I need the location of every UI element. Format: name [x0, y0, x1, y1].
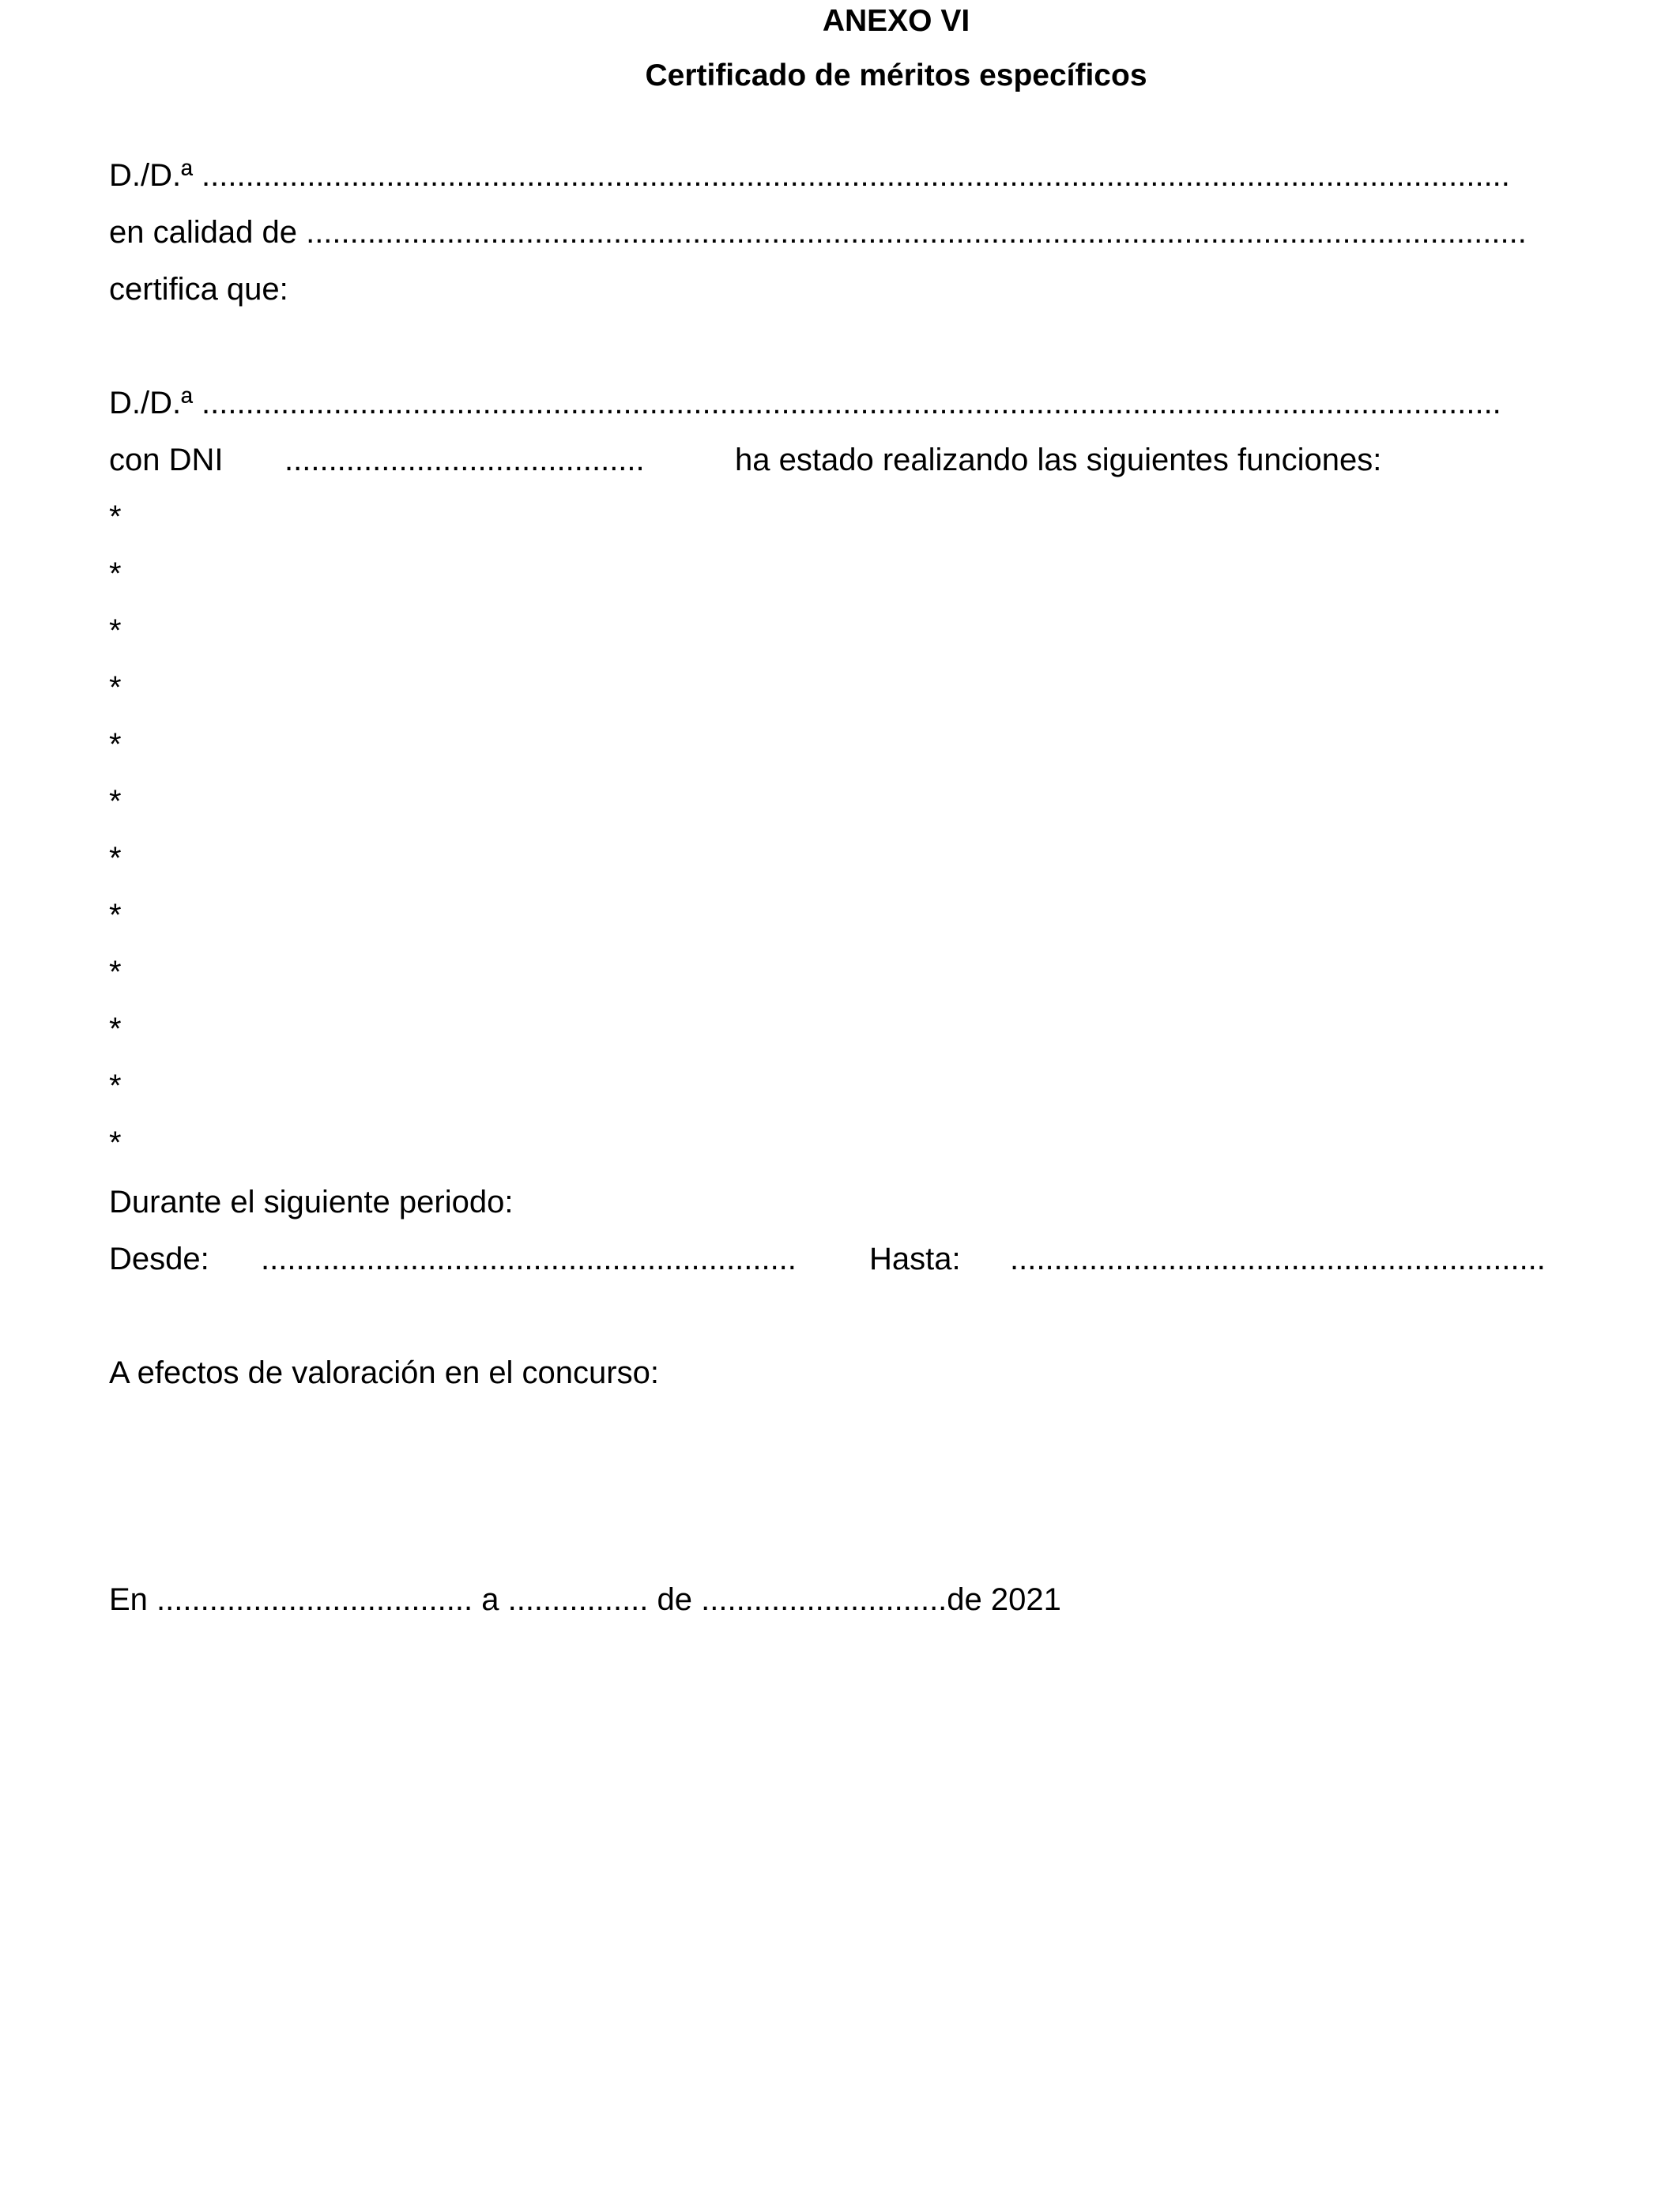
certifier-name-line: D./D.ª .....................................................................................................................................................: [109, 158, 1510, 193]
function-bullet: *: [109, 727, 122, 762]
certifier-capacity-line: en calidad de ...........................................................................................................................................: [109, 215, 1527, 250]
function-bullet: *: [109, 898, 122, 933]
from-dots: .............................................................: [261, 1242, 797, 1276]
to-label: Hasta:: [869, 1242, 961, 1276]
assessment-text: A efectos de valoración en el concurso:: [109, 1355, 659, 1390]
to-dots: .............................................................: [1010, 1242, 1546, 1276]
dni-label: con DNI: [109, 443, 224, 477]
dni-dots: .........................................: [284, 443, 645, 477]
function-bullet: *: [109, 1125, 122, 1160]
function-bullet: *: [109, 841, 122, 876]
subject-name-line: D./D.ª ....................................................................................................................................................: [109, 386, 1501, 420]
function-bullet: *: [109, 1069, 122, 1103]
function-bullet: *: [109, 499, 122, 534]
certifies-label: certifica que:: [109, 272, 288, 307]
function-bullet: *: [109, 556, 122, 591]
place-date-line: En .................................... a ................ de ............................de 2021: [109, 1582, 1061, 1617]
period-heading: Durante el siguiente periodo:: [109, 1185, 514, 1220]
function-bullet: *: [109, 955, 122, 990]
from-label: Desde:: [109, 1242, 209, 1276]
function-bullet: *: [109, 670, 122, 705]
functions-intro: ha estado realizando las siguientes funciones:: [735, 443, 1382, 477]
function-bullet: *: [109, 1012, 122, 1046]
document-title: Certificado de méritos específicos: [645, 58, 1147, 92]
annex-heading: ANEXO VI: [822, 4, 970, 38]
function-bullet: *: [109, 613, 122, 648]
function-bullet: *: [109, 784, 122, 819]
